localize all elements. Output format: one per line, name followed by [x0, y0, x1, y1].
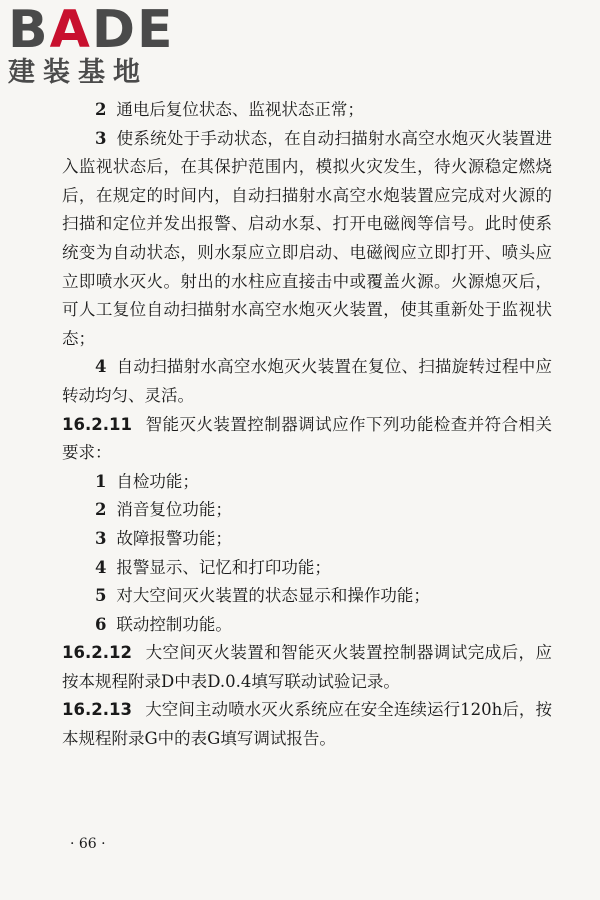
list-item: 6 联动控制功能。 — [95, 614, 232, 634]
clause-16-2-13: 16.2.13 大空间主动喷水灭火系统应在安全连续运行120h后，按本规程附录G中的表G填写调试报告。 — [62, 700, 552, 749]
list-item: 3 故障报警功能； — [95, 528, 232, 548]
list-item: 4 报警显示、记忆和打印功能； — [95, 557, 331, 577]
logo-text-en: BADE — [8, 0, 175, 60]
list-item: 5 对大空间灭火装置的状态显示和操作功能； — [95, 586, 430, 606]
list-item: 2 消音复位功能； — [95, 500, 232, 520]
bade-logo — [8, 0, 178, 88]
logo-text-zh: 建装基地 — [8, 57, 148, 88]
list-item: 1 自检功能； — [95, 471, 199, 491]
clause-16-2-12: 16.2.12 大空间灭火装置和智能灭火装置控制器调试完成后，应按本规程附录D中表D.0.4填写联动试验记录。 — [62, 643, 552, 691]
list-item: 4 自动扫描射水高空水炮灭火装置在复位、扫描旋转过程中应转动均匀、灵活。 — [62, 357, 552, 405]
list-item: 3 使系统处于手动状态，在自动扫描射水高空水炮灭火装置进入监视状态后，在其保护范围内，模拟火灾发生，待火源稳定燃烧后，在规定的时间内，自动扫描射水高空水炮装置应完成对火源的扫描和定位并发出报警、启动水泵、打开电磁阀等信号。此时使系统变为自动状态，则水泵应立即启动、电磁阀应立即打开、喷头应立即喷水灭火。射出的水柱应直接击中或覆盖火源。火源熄灭后，可人工复位自动扫描射水高空水炮灭火装置，使其重新处于监视状态； — [62, 128, 552, 348]
clause-16-2-11: 16.2.11 智能灭火装置控制器调试应作下列功能检查并符合相关要求： — [62, 414, 552, 463]
list-item: 2 通电后复位状态、监视状态正常； — [95, 100, 364, 119]
page-number: · 66 · — [70, 836, 106, 852]
document-body — [62, 96, 552, 754]
